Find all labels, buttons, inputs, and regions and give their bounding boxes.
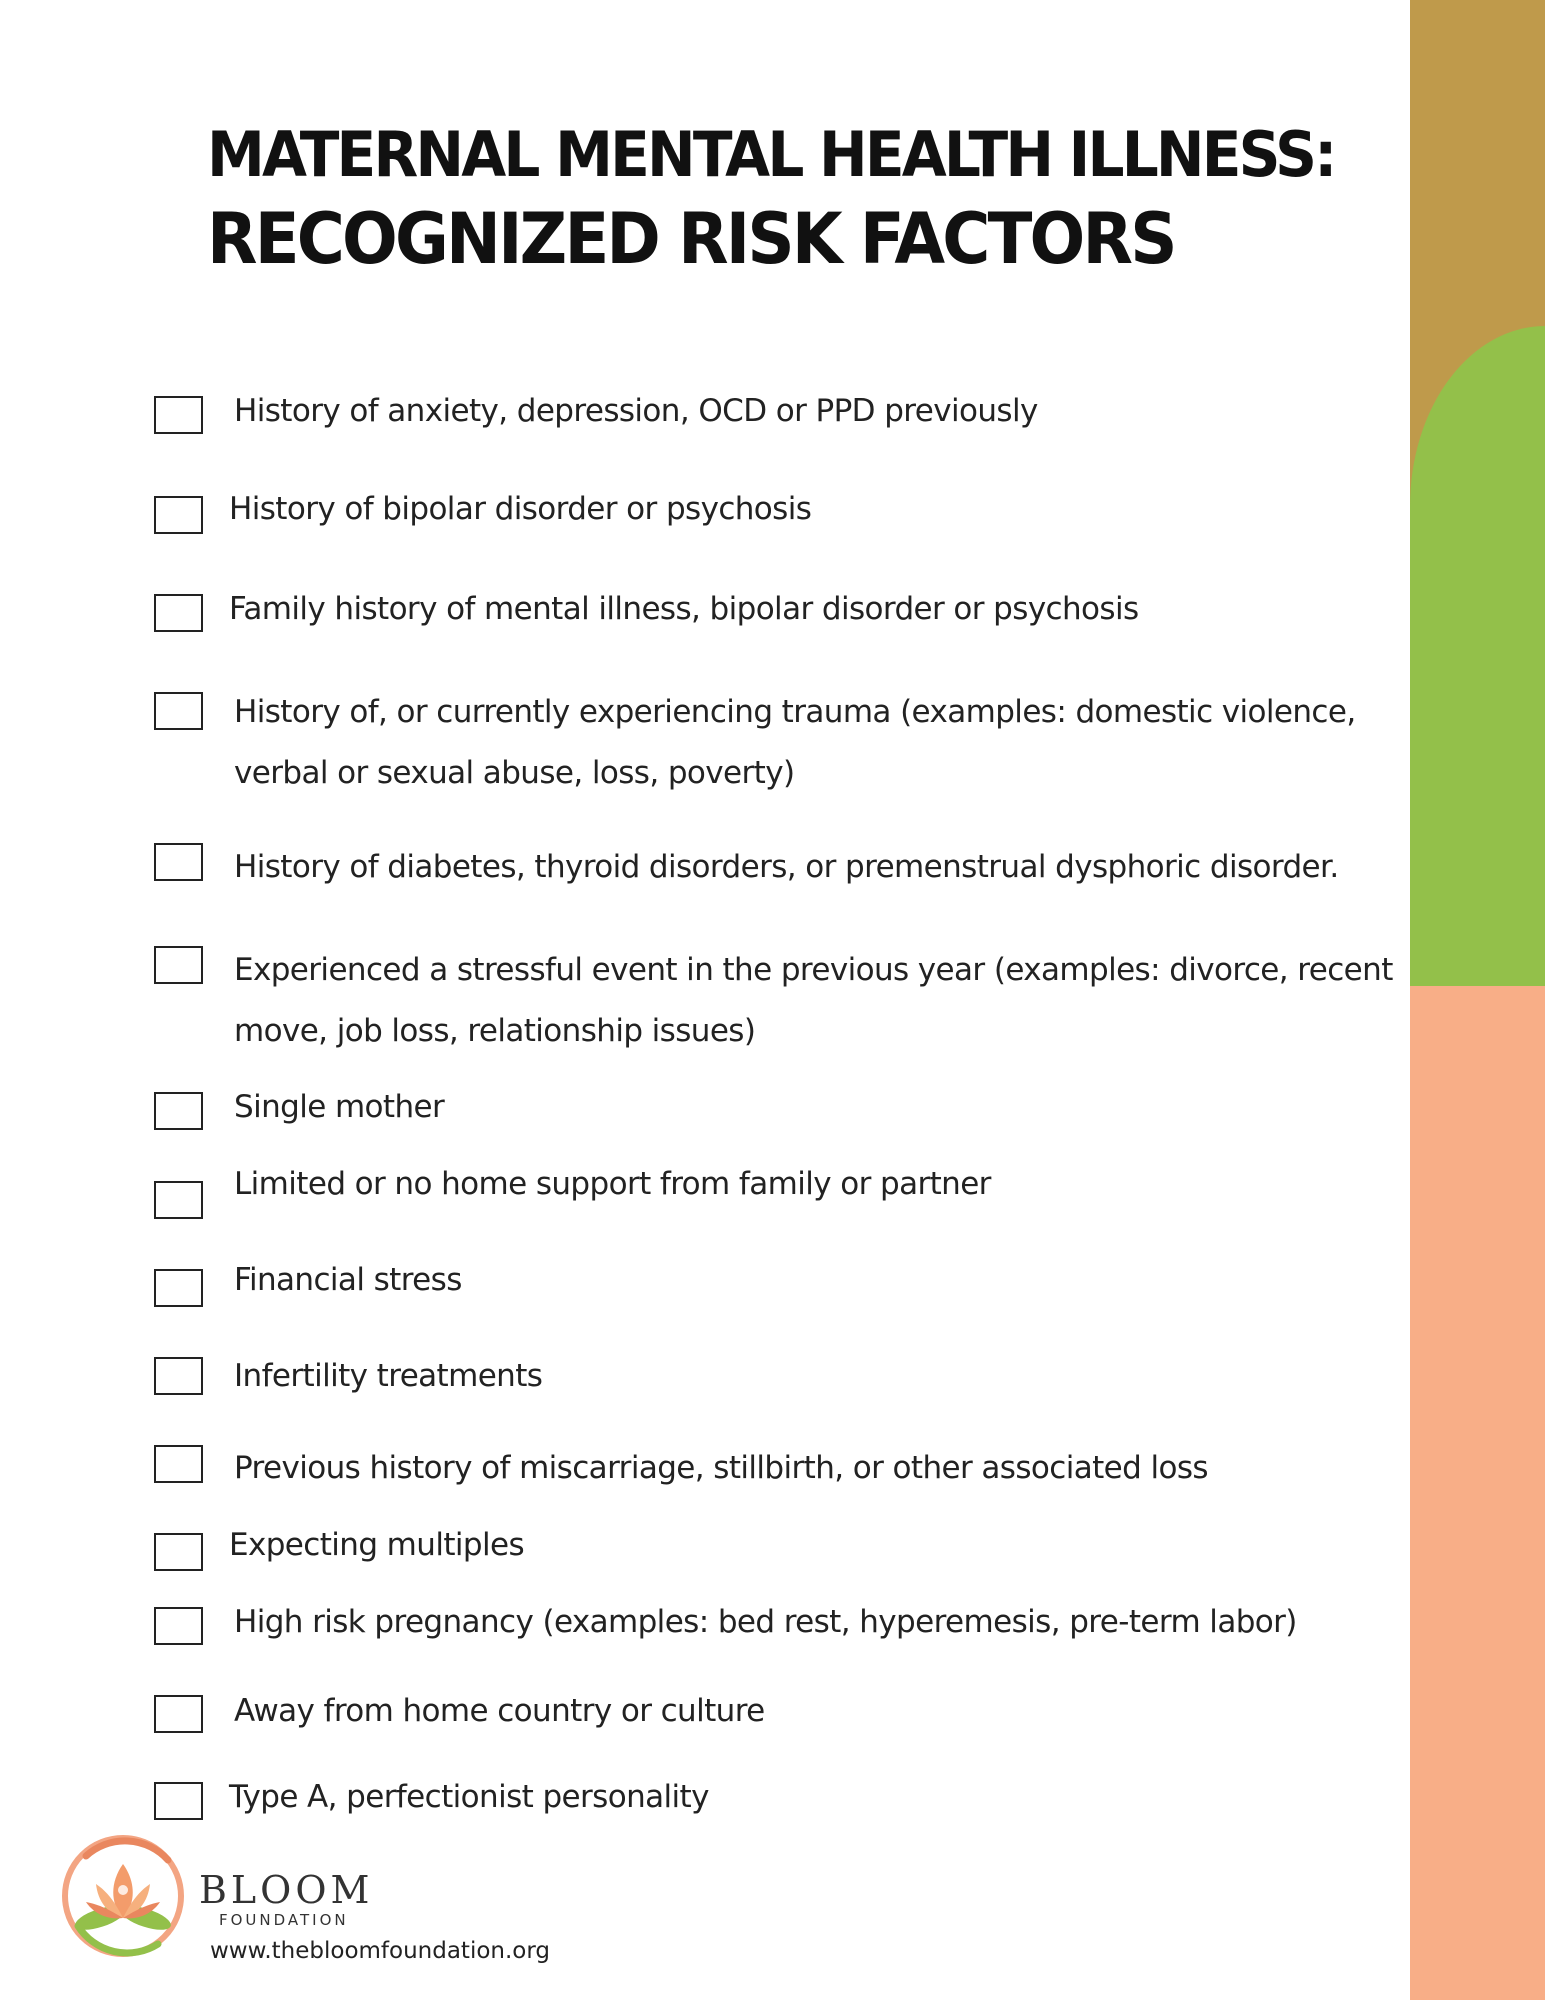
- checklist-item-label: History of, or currently experiencing trauma (examples: domestic violence,: [234, 694, 1356, 730]
- checklist-item-label: Financial stress: [234, 1262, 462, 1298]
- checklist-item-label: History of anxiety, depression, OCD or PPD previously: [234, 393, 1038, 429]
- checklist-item-label: High risk pregnancy (examples: bed rest, hyperemesis, pre-term labor): [234, 1604, 1297, 1640]
- website-link[interactable]: www.thebloomfoundation.org: [210, 1938, 551, 1964]
- checkbox[interactable]: [154, 1269, 203, 1307]
- checkbox[interactable]: [154, 1357, 203, 1395]
- checkbox[interactable]: [154, 1092, 203, 1130]
- page-title-line-2: RECOGNIZED RISK FACTORS: [207, 198, 1175, 280]
- checklist-item-label-continued: move, job loss, relationship issues): [234, 1013, 756, 1049]
- checkbox[interactable]: [154, 1607, 203, 1645]
- checkbox[interactable]: [154, 1782, 203, 1820]
- checklist-item-label: Previous history of miscarriage, stillbirth, or other associated loss: [234, 1450, 1208, 1486]
- checklist-item-label: Infertility treatments: [234, 1358, 543, 1394]
- checklist-item-label: History of diabetes, thyroid disorders, or premenstrual dysphoric disorder.: [234, 849, 1339, 885]
- checklist-item-label: Expecting multiples: [229, 1527, 525, 1563]
- brand-subtitle: FOUNDATION: [219, 1911, 349, 1929]
- checklist-item-label-continued: verbal or sexual abuse, loss, poverty): [234, 755, 795, 791]
- page-title-line-1: MATERNAL MENTAL HEALTH ILLNESS:: [207, 118, 1335, 191]
- checklist-item-label: Family history of mental illness, bipolar disorder or psychosis: [229, 591, 1139, 627]
- sidebar-band-green: [1410, 506, 1545, 986]
- checkbox[interactable]: [154, 1533, 203, 1571]
- checklist-item-label: Type A, perfectionist personality: [229, 1779, 709, 1815]
- checkbox[interactable]: [154, 692, 203, 730]
- sidebar-band-peach: [1410, 986, 1545, 2000]
- sidebar-quarter-circle: [1410, 326, 1545, 506]
- checkbox[interactable]: [154, 396, 203, 434]
- lotus-icon: [48, 1826, 198, 1966]
- checkbox[interactable]: [154, 946, 203, 984]
- checkbox[interactable]: [154, 1695, 203, 1733]
- checkbox[interactable]: [154, 1445, 203, 1483]
- checkbox[interactable]: [154, 496, 203, 534]
- checkbox[interactable]: [154, 594, 203, 632]
- checklist-item-label: Experienced a stressful event in the previous year (examples: divorce, recent: [234, 952, 1393, 988]
- checklist-item-label: Limited or no home support from family or partner: [234, 1166, 991, 1202]
- checkbox[interactable]: [154, 1181, 203, 1219]
- checkbox[interactable]: [154, 843, 203, 881]
- checklist-item-label: History of bipolar disorder or psychosis: [229, 491, 812, 527]
- bloom-logo: [48, 1826, 198, 1966]
- decorative-sidebar: [1410, 0, 1545, 2000]
- checklist-item-label: Single mother: [234, 1089, 445, 1125]
- checklist-item-label: Away from home country or culture: [234, 1693, 765, 1729]
- brand-name: BLOOM: [199, 1868, 374, 1912]
